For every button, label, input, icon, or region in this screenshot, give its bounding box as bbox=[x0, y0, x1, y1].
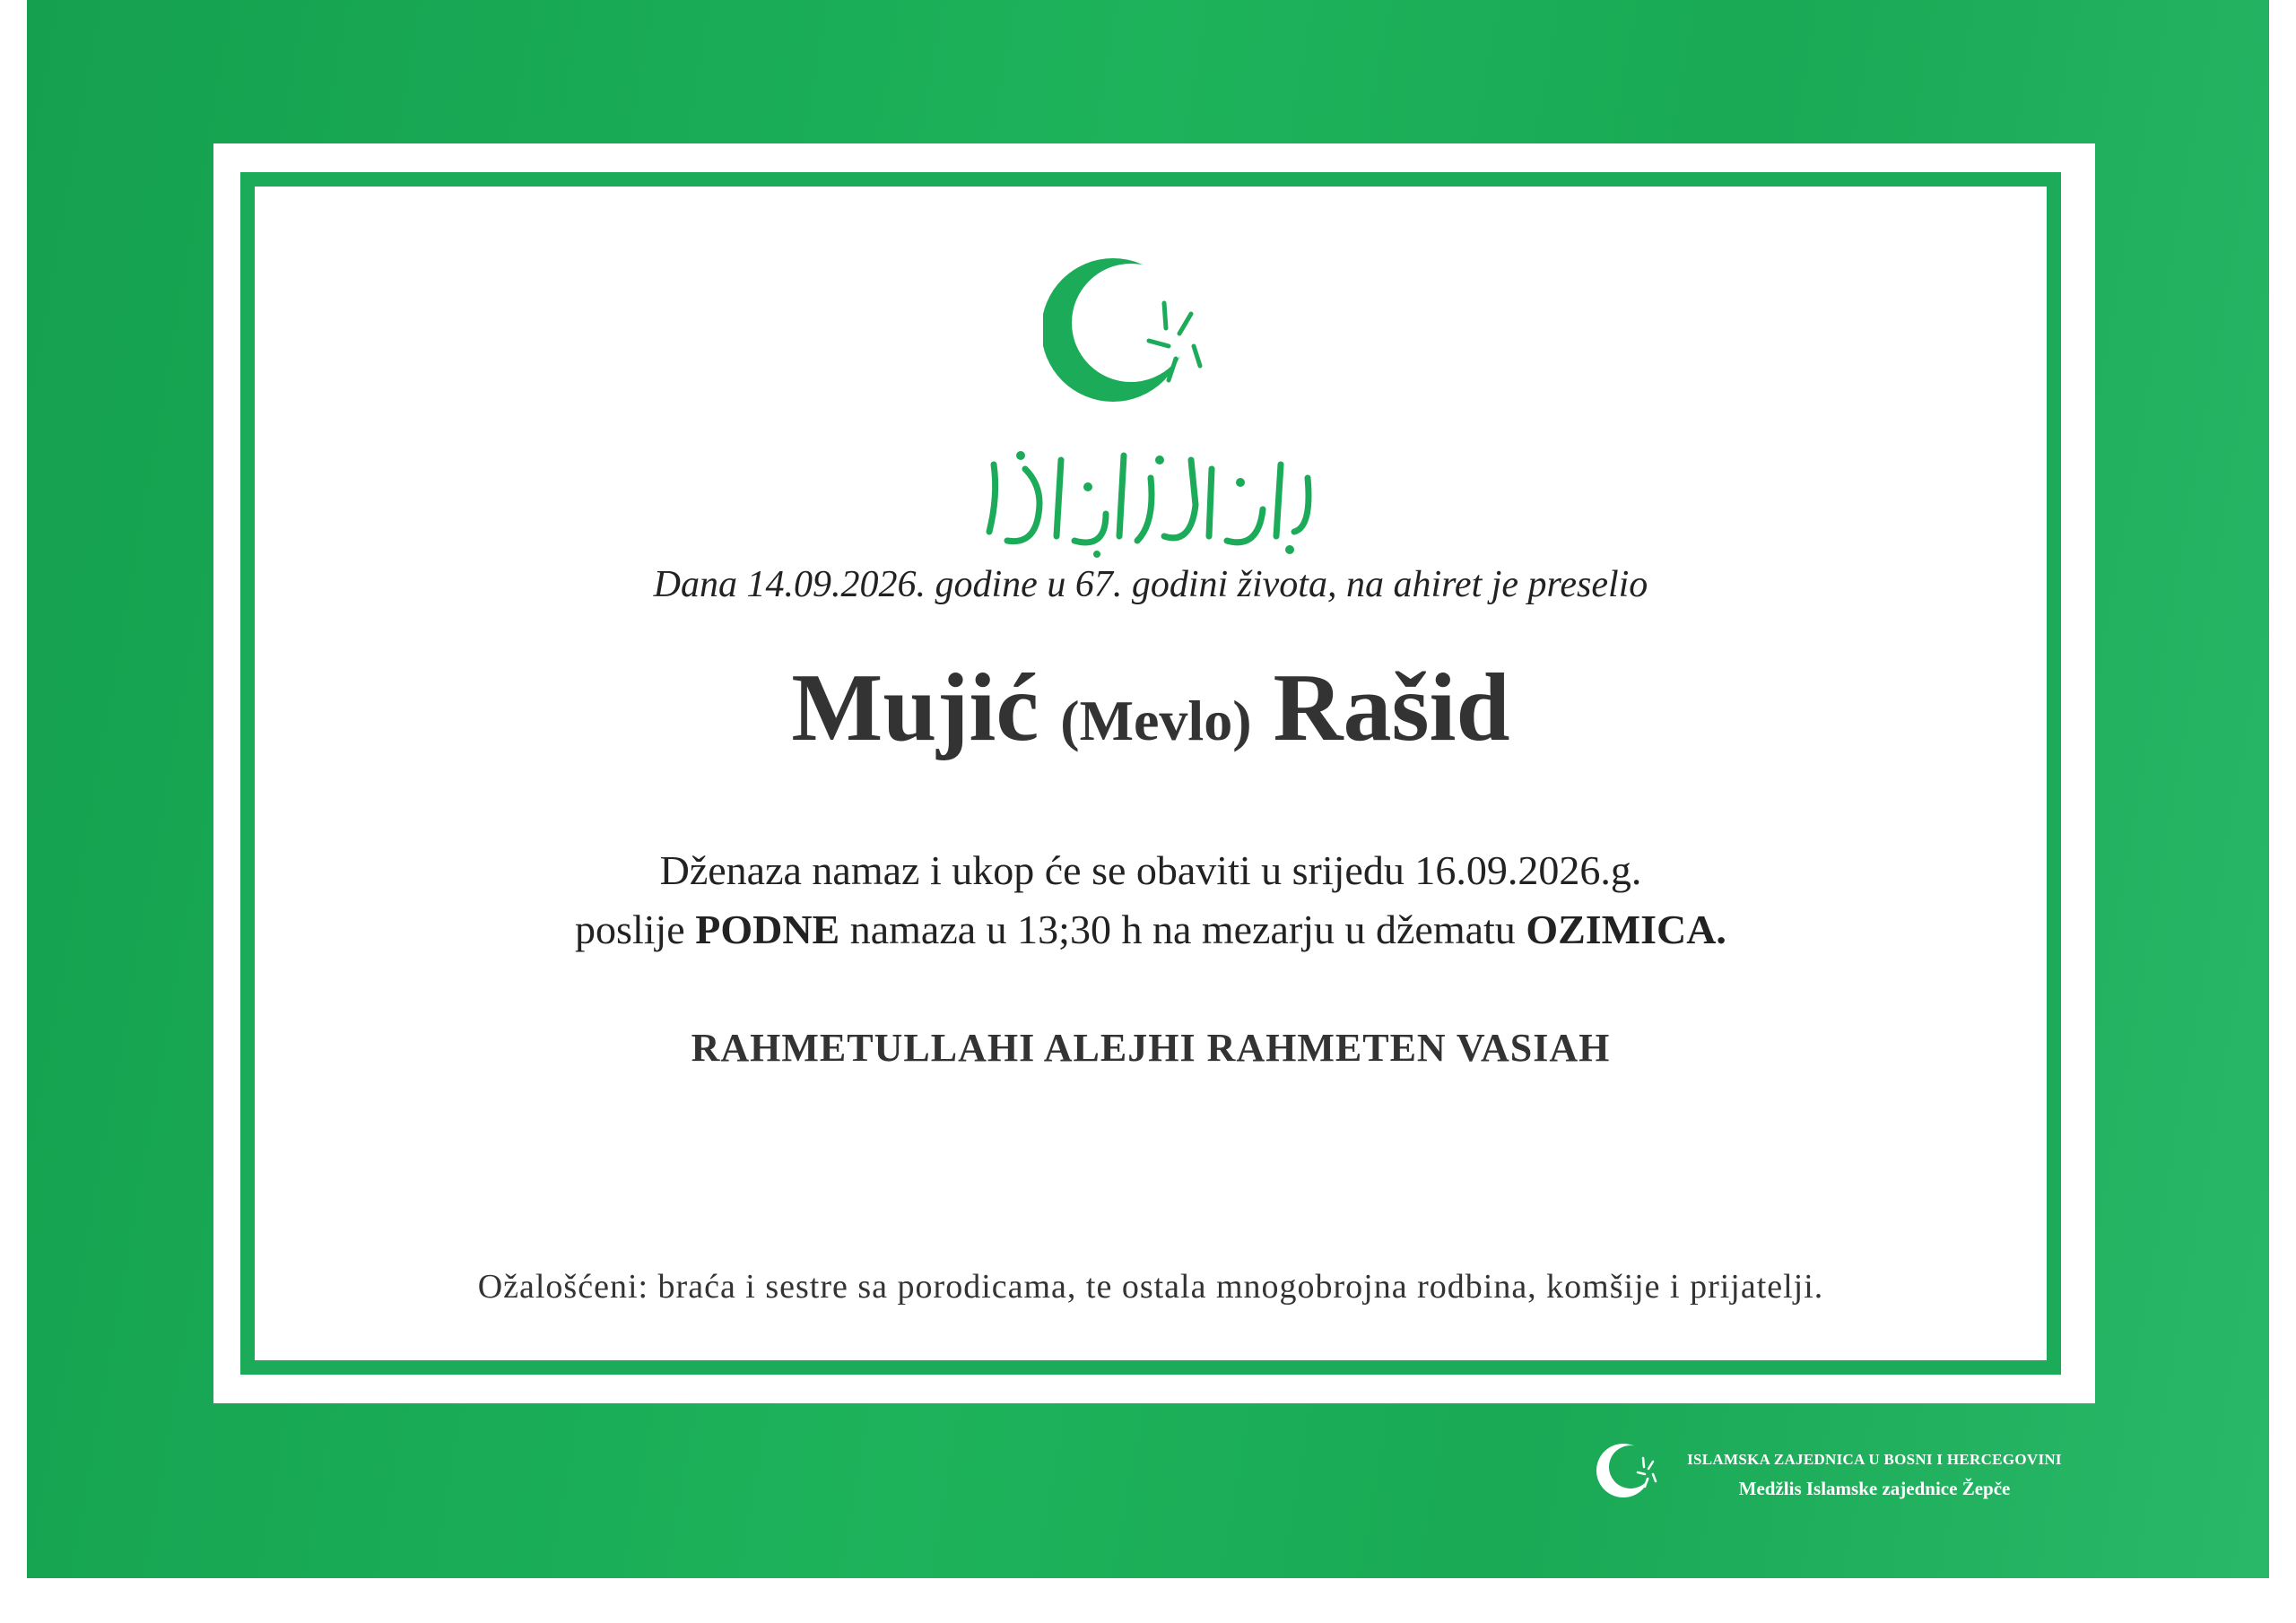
arabic-calligraphy bbox=[255, 442, 2047, 559]
funeral-line-2-d: OZIMICA. bbox=[1526, 907, 1726, 952]
org-line-1: ISLAMSKA ZAJEDNICA U BOSNI I HERCEGOVINI bbox=[1687, 1451, 2062, 1468]
funeral-line-2-a: poslije bbox=[575, 907, 685, 952]
funeral-line-2-b: PODNE bbox=[695, 907, 840, 952]
mourners-text: Ožalošćeni: braća i sestre sa porodicama, te ostala mnogobrojna rodbina, komšije i prijatelji. bbox=[477, 1268, 1824, 1306]
surname: Mujić bbox=[791, 655, 1039, 761]
funeral-line-1: Dženaza namaz i ukop će se obaviti u srijedu 16.09.2026.g. bbox=[659, 847, 1642, 893]
nickname: (Mevlo) bbox=[1060, 689, 1252, 752]
crescent-star-icon bbox=[255, 240, 2047, 438]
org-line-2: Medžlis Islamske zajednice Žepče bbox=[1738, 1478, 2011, 1499]
funeral-line-2 bbox=[255, 900, 2047, 959]
inner-green-border bbox=[240, 172, 2061, 1375]
obituary-sheet bbox=[27, 0, 2269, 1578]
funeral-line-2-c: namaza u 13;30 h na mezarju u džematu bbox=[849, 907, 1516, 952]
prayer-text: RAHMETULLAHI ALEJHI RAHMETEN VASIAH bbox=[691, 1026, 1611, 1070]
crescent-star-icon bbox=[1596, 1435, 1668, 1506]
intro-text: Dana 14.09.2026. godine u 67. godini života, na ahiret je preselio bbox=[653, 564, 1648, 605]
organization-footer bbox=[1677, 1451, 2072, 1500]
deceased-name bbox=[255, 653, 2047, 764]
given-name: Rašid bbox=[1273, 655, 1510, 761]
outer-white-frame bbox=[213, 143, 2095, 1403]
funeral-details bbox=[255, 841, 2047, 959]
